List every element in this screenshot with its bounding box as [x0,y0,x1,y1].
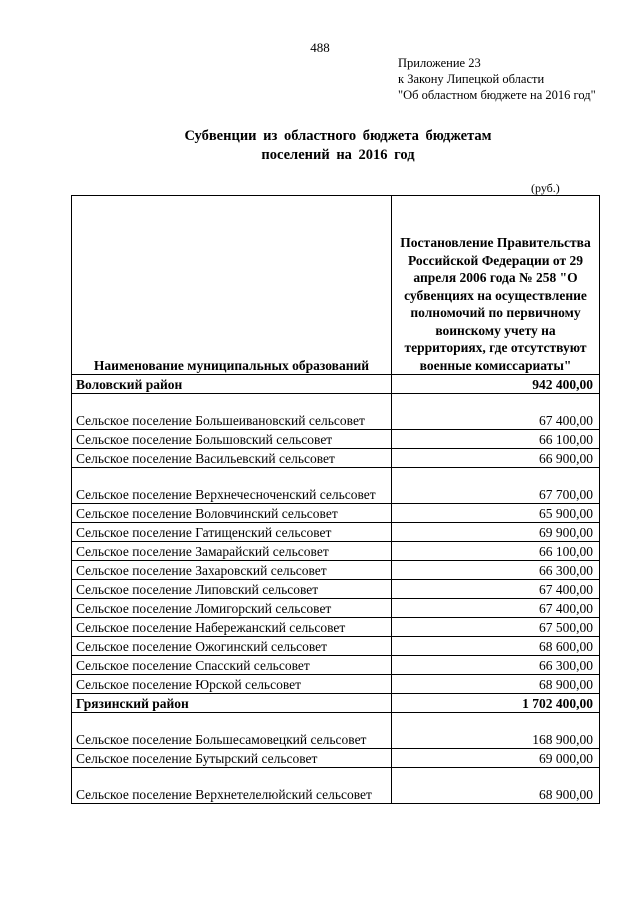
table-row [72,430,600,449]
subsidy-amount: 66 300,00 [392,656,600,675]
appendix-line-2: к Закону Липецкой области [398,72,545,86]
table-row [72,542,600,561]
table-row [72,468,600,504]
appendix-line-1: Приложение 23 [398,56,481,70]
settlement-name: Сельское поселение Ломигорский сельсовет [72,599,392,618]
table-row [72,561,600,580]
settlement-name: Сельское поселение Юрской сельсовет [72,675,392,694]
table-row [72,618,600,637]
table-row [72,504,600,523]
settlement-name: Сельское поселение Набережанский сельсовет [72,618,392,637]
settlement-name: Сельское поселение Бутырский сельсовет [72,749,392,768]
document-title [0,127,640,165]
settlement-name: Сельское поселение Липовский сельсовет [72,580,392,599]
settlement-name: Сельское поселение Верхнечесноченский сельсовет [72,468,392,504]
subsidies-table [71,195,600,804]
district-total: 942 400,00 [392,375,600,394]
settlement-name: Сельское поселение Захаровский сельсовет [72,561,392,580]
table-row [72,523,600,542]
title-line-2: поселений на 2016 год [261,147,415,163]
subsidy-amount: 69 000,00 [392,749,600,768]
settlement-name: Сельское поселение Воловчинский сельсовет [72,504,392,523]
subsidy-amount: 65 900,00 [392,504,600,523]
settlement-name: Сельское поселение Верхнетелелюйский сельсовет [72,768,392,804]
table-row [72,768,600,804]
district-name: Воловский район [72,375,392,394]
subsidy-amount: 67 400,00 [392,394,600,430]
header-resolution: Постановление Правительства Российской Федерации от 29 апреля 2006 года № 258 "О субвенциях на осуществление полномочий по первичному воинскому учету на территориях, где отсутствуют военные комиссариаты" [392,196,600,375]
currency-unit: (руб.) [531,181,560,195]
table-row [72,449,600,468]
district-row [72,375,600,394]
table-row [72,580,600,599]
settlement-name: Сельское поселение Гатищенский сельсовет [72,523,392,542]
settlement-name: Сельское поселение Васильевский сельсовет [72,449,392,468]
district-row [72,694,600,713]
settlement-name: Сельское поселение Большовский сельсовет [72,430,392,449]
subsidy-amount: 68 600,00 [392,637,600,656]
table-row [72,749,600,768]
subsidy-amount: 67 400,00 [392,599,600,618]
subsidy-amount: 168 900,00 [392,713,600,749]
title-line-1: Субвенции из областного бюджета бюджетам [184,128,492,144]
subsidy-amount: 68 900,00 [392,768,600,804]
settlement-name: Сельское поселение Ожогинский сельсовет [72,637,392,656]
subsidy-amount: 67 700,00 [392,468,600,504]
appendix-note [398,55,596,103]
subsidy-amount: 66 300,00 [392,561,600,580]
table-row [72,656,600,675]
table-row [72,675,600,694]
table-header-row [72,196,600,375]
table-row [72,599,600,618]
subsidy-amount: 67 400,00 [392,580,600,599]
settlement-name: Сельское поселение Большесамовецкий сельсовет [72,713,392,749]
district-total: 1 702 400,00 [392,694,600,713]
table-row [72,713,600,749]
appendix-line-3: "Об областном бюджете на 2016 год" [398,88,596,102]
subsidies-table-body [72,196,600,804]
page-number: 488 [310,40,330,55]
header-municipality: Наименование муниципальных образований [72,196,392,375]
settlement-name: Сельское поселение Замарайский сельсовет [72,542,392,561]
table-row [72,394,600,430]
settlement-name: Сельское поселение Спасский сельсовет [72,656,392,675]
subsidy-amount: 66 100,00 [392,542,600,561]
table-row [72,637,600,656]
settlement-name: Сельское поселение Большеивановский сельсовет [72,394,392,430]
district-name: Грязинский район [72,694,392,713]
subsidy-amount: 67 500,00 [392,618,600,637]
subsidy-amount: 68 900,00 [392,675,600,694]
subsidy-amount: 69 900,00 [392,523,600,542]
subsidy-amount: 66 900,00 [392,449,600,468]
subsidy-amount: 66 100,00 [392,430,600,449]
